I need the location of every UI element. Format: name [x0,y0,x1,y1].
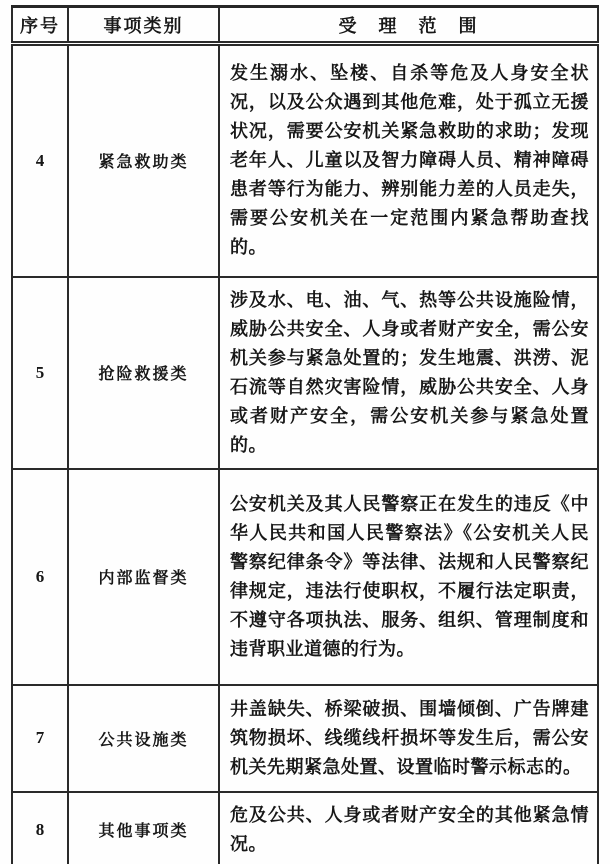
row-number-cell: 6 [12,469,68,685]
row-number-cell: 5 [12,277,68,469]
category-cell: 公共设施类 [68,685,219,792]
header-row [12,7,598,44]
header-serial-number: 序号 [12,7,68,44]
table-row [12,44,598,277]
acceptance-scope-table [11,5,599,864]
category-cell: 内部监督类 [68,469,219,685]
table-row [12,469,598,685]
category-cell: 紧急救助类 [68,44,219,277]
row-number-cell: 4 [12,44,68,277]
category-cell: 其他事项类 [68,792,219,864]
scope-cell: 公安机关及其人民警察正在发生的违反《中华人民共和国人民警察法》《公安机关人民警察纪律条令》等法律、法规和人民警察纪律规定，违法行使职权，不履行法定职责，不遵守各项执法、服务、组织、管理制度和违背职业道德的行为。 [219,469,598,685]
category-cell: 抢险救援类 [68,277,219,469]
scope-cell: 危及公共、人身或者财产安全的其他紧急情况。 [219,792,598,864]
table-row [12,792,598,864]
scope-cell: 涉及水、电、油、气、热等公共设施险情，威胁公共安全、人身或者财产安全，需公安机关参与紧急处置的；发生地震、洪涝、泥石流等自然灾害险情，威胁公共安全、人身或者财产安全，需公安机关参与紧急处置的。 [219,277,598,469]
table-row [12,685,598,792]
row-number-cell: 8 [12,792,68,864]
row-number-cell: 7 [12,685,68,792]
table-row [12,277,598,469]
scope-cell: 发生溺水、坠楼、自杀等危及人身安全状况，以及公众遇到其他危难，处于孤立无援状况，需要公安机关紧急救助的求助；发现老年人、儿童以及智力障碍人员、精神障碍患者等行为能力、辨别能力差的人员走失，需要公安机关在一定范围内紧急帮助查找的。 [219,44,598,277]
header-category: 事项类别 [68,7,219,44]
header-scope: 受 理 范 围 [219,7,598,44]
scope-cell: 井盖缺失、桥梁破损、围墙倾倒、广告牌建筑物损坏、线缆线杆损坏等发生后，需公安机关先期紧急处置、设置临时警示标志的。 [219,685,598,792]
